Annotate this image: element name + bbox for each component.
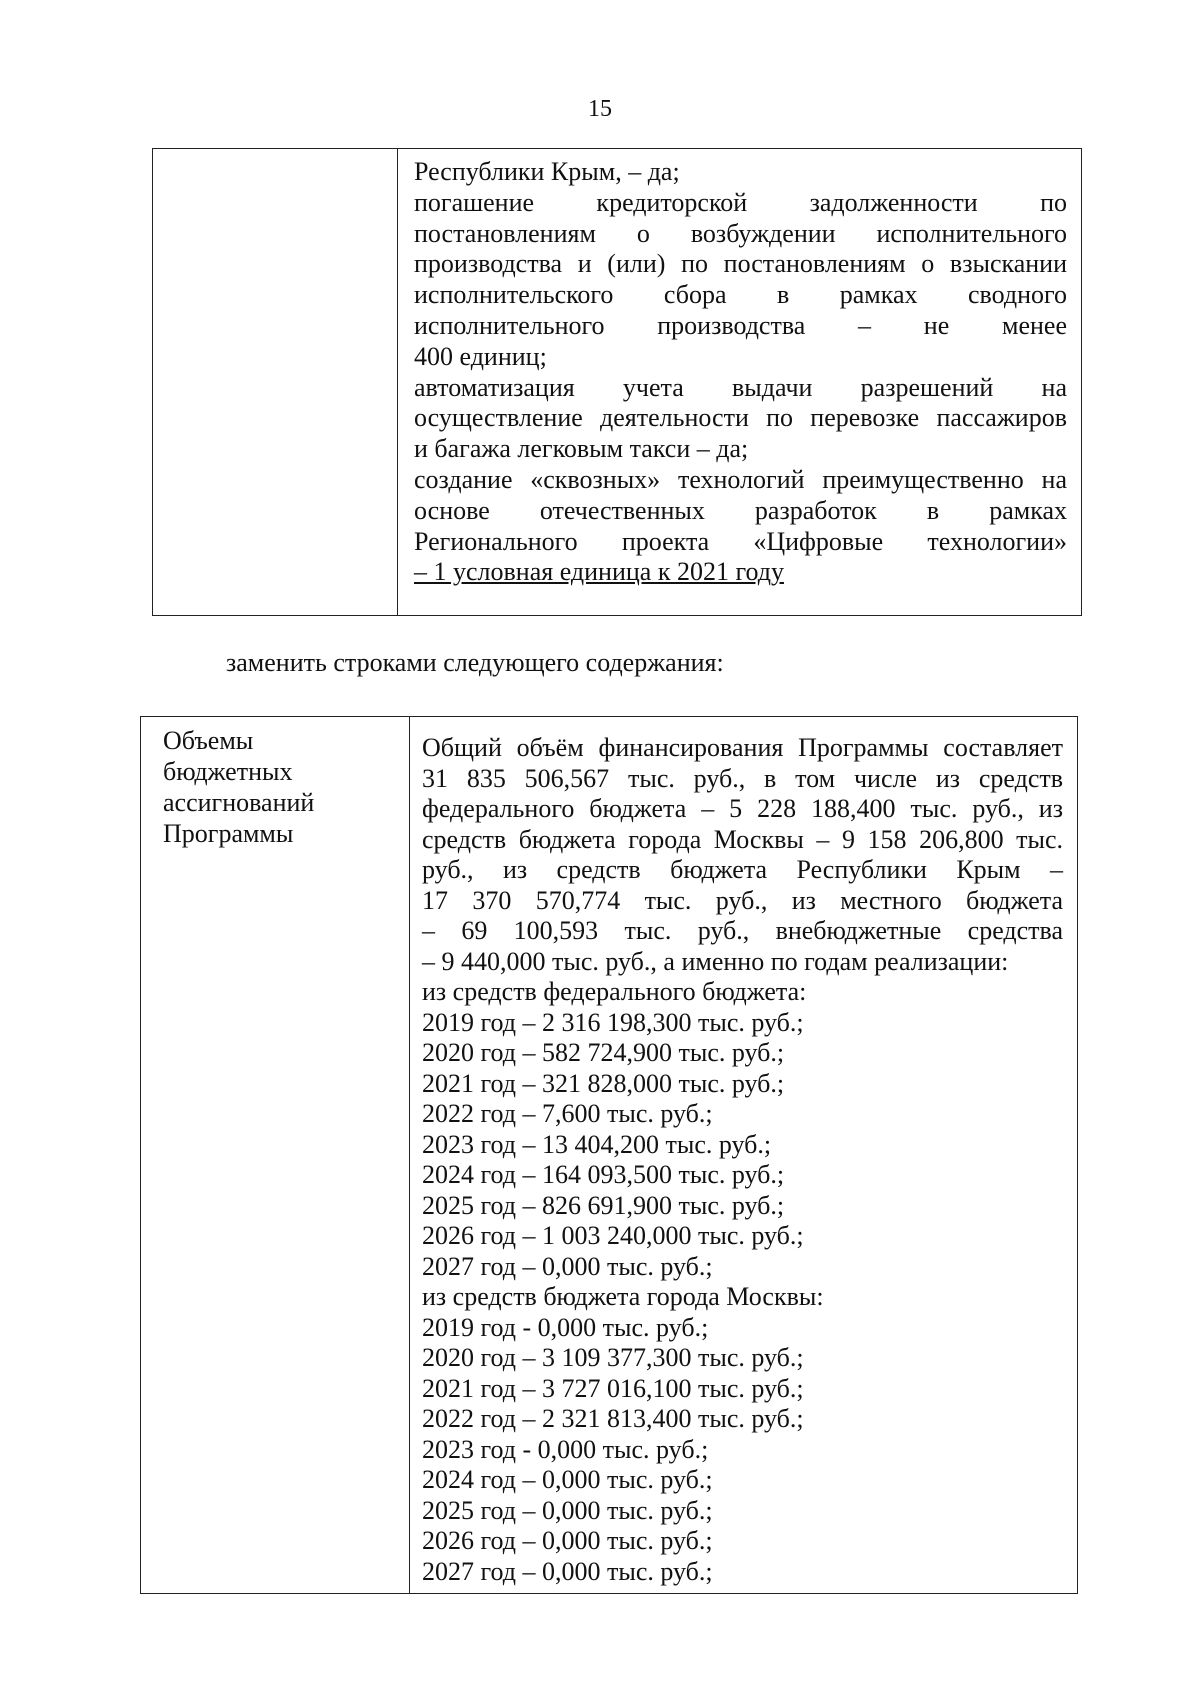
text-line: 2027 год – 0,000 тыс. руб.;: [422, 1251, 713, 1281]
empty-left-cell: [153, 149, 398, 616]
text-line: 2027 год – 0,000 тыс. руб.;: [422, 1556, 713, 1586]
text-line: осуществление деятельности по перевозке пассажиров: [414, 403, 1067, 433]
text-line: 2026 год – 0,000 тыс. руб.;: [422, 1526, 713, 1555]
text-line: Общий объём финансирования Программы составляет: [422, 733, 1063, 762]
text-line: – 1 условная единица к 2021 году: [414, 557, 784, 587]
budget-label-cell: [141, 717, 410, 1594]
funding-details-cell: [410, 717, 1078, 1594]
text-line: руб., из средств бюджета Республики Крым –: [422, 855, 1063, 884]
text-line: 2019 год – 2 316 198,300 тыс. руб.;: [422, 1007, 804, 1037]
text-line: 2020 год – 3 109 377,300 тыс. руб.;: [422, 1343, 804, 1372]
text-line: 2023 год - 0,000 тыс. руб.;: [422, 1434, 709, 1464]
replacement-rows-table: [140, 716, 1078, 1594]
previous-rows-table: [152, 148, 1082, 616]
text-line: – 9 440,000 тыс. руб., а именно по годам реализации:: [422, 946, 1009, 976]
budget-label-line: Объемы: [163, 726, 254, 755]
replacement-instruction: заменить строками следующего содержания:: [226, 648, 724, 677]
text-line: 400 единиц;: [414, 341, 547, 371]
text-line: погашение кредиторской задолженности по: [414, 187, 1067, 217]
text-line: и багажа легковым такси – да;: [414, 434, 749, 464]
text-line: Регионального проекта «Цифровые технологии»: [414, 526, 1067, 556]
text-line: 2025 год – 826 691,900 тыс. руб.;: [422, 1190, 785, 1220]
text-line: основе отечественных разработок в рамках: [414, 495, 1067, 525]
text-line: 2022 год – 7,600 тыс. руб.;: [422, 1099, 713, 1128]
text-line: средств бюджета города Москвы – 9 158 206,800 тыс.: [422, 824, 1063, 854]
budget-label-line: Программы: [163, 819, 294, 848]
text-line: 31 835 506,567 тыс. руб., в том числе из средств: [422, 763, 1063, 793]
funding-details-text: [422, 733, 1063, 1587]
text-line: автоматизация учета выдачи разрешений на: [414, 372, 1067, 402]
text-line: исполнительного производства – не менее: [414, 310, 1067, 340]
text-line: 2019 год - 0,000 тыс. руб.;: [422, 1312, 709, 1342]
text-line: исполнительского сбора в рамках сводного: [414, 280, 1067, 310]
page-number: 15: [588, 96, 612, 122]
text-line: 2026 год – 1 003 240,000 тыс. руб.;: [422, 1221, 804, 1250]
text-line: из средств бюджета города Москвы:: [422, 1282, 824, 1311]
indicators-text: [414, 157, 1067, 588]
indicators-cell: [398, 149, 1082, 616]
text-line: производства и (или) по постановлениям о взыскании: [414, 249, 1067, 279]
text-line: создание «сквозных» технологий преимущественно на: [414, 464, 1067, 494]
budget-label-line: бюджетных: [163, 757, 293, 786]
text-line: – 69 100,593 тыс. руб., внебюджетные средства: [422, 916, 1063, 945]
text-line: постановлениям о возбуждении исполнительного: [414, 218, 1067, 248]
text-line: федерального бюджета – 5 228 188,400 тыс. руб., из: [422, 794, 1063, 823]
text-line: 2020 год – 582 724,900 тыс. руб.;: [422, 1038, 785, 1067]
text-line: из средств федерального бюджета:: [422, 977, 807, 1006]
text-line: 17 370 570,774 тыс. руб., из местного бюджета: [422, 885, 1063, 915]
text-line: 2022 год – 2 321 813,400 тыс. руб.;: [422, 1404, 804, 1433]
text-line: 2023 год – 13 404,200 тыс. руб.;: [422, 1129, 772, 1159]
budget-label-line: ассигнований: [163, 788, 315, 817]
text-line: 2021 год – 321 828,000 тыс. руб.;: [422, 1068, 785, 1098]
text-line: 2024 год – 0,000 тыс. руб.;: [422, 1465, 713, 1494]
text-line: 2021 год – 3 727 016,100 тыс. руб.;: [422, 1373, 804, 1403]
text-line: 2024 год – 164 093,500 тыс. руб.;: [422, 1160, 785, 1189]
text-line: 2025 год – 0,000 тыс. руб.;: [422, 1495, 713, 1525]
text-line: Республики Крым, – да;: [414, 157, 680, 186]
